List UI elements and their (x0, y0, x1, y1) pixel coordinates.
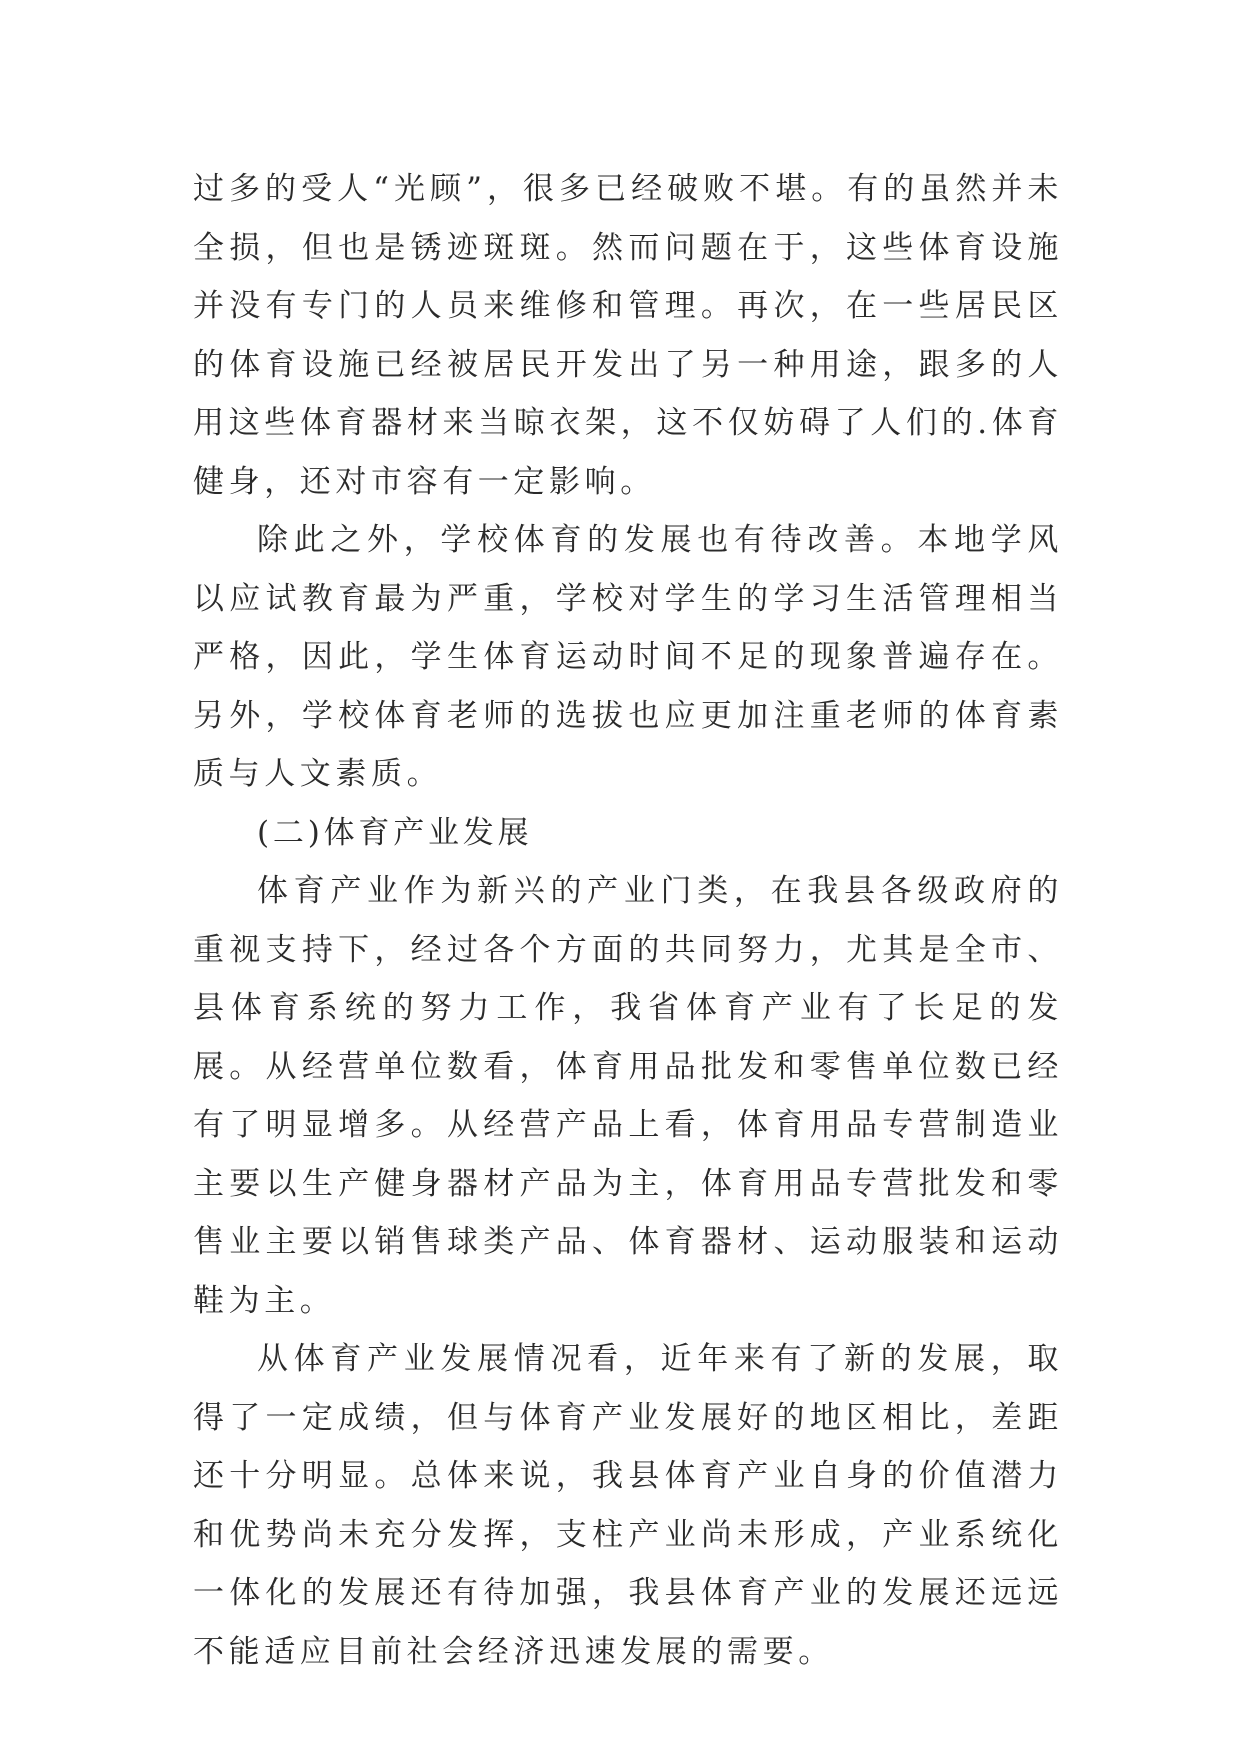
section-heading-sports-industry: (二)体育产业发展 (257, 814, 533, 851)
paragraph-industry-development: 体育产业作为新兴的产业门类，在我县各级政府的重视支持下，经过各个方面的共同努力，尤其是全市、县体育系统的努力工作，我省体育产业有了长足的发展。从经营单位数看，体育用品批发和零售单位数已经有了明显增多。从经营产品上看，体育用品专营制造业主要以生产健身器材产品为主，体育用品专营批发和零售业主要以销售球类产品、体育器材、运动服装和运动鞋为主。 (193, 873, 1063, 1319)
paragraph-continued: 过多的受人“光顾”，很多已经破败不堪。有的虽然并未全损，但也是锈迹斑斑。然而问题在于，这些体育设施并没有专门的人员来维修和管理。再次，在一些居民区的体育设施已经被居民开发出了另一种用途，跟多的人用这些体育器材来当晾衣架，这不仅妨碍了人们的.体育健身，还对市容有一定影响。 (193, 171, 1063, 500)
paragraph-school-sports: 除此之外，学校体育的发展也有待改善。本地学风以应试教育最为严重，学校对学生的学习生活管理相当严格，因此，学生体育运动时间不足的现象普遍存在。另外，学校体育老师的选拔也应更加注重老师的体育素质与人文素质。 (193, 522, 1063, 792)
paragraph-industry-gap: 从体育产业发展情况看，近年来有了新的发展，取得了一定成绩，但与体育产业发展好的地区相比，差距还十分明显。总体来说，我县体育产业自身的价值潜力和优势尚未充分发挥，支柱产业尚未形成，产业系统化一体化的发展还有待加强，我县体育产业的发展还远远不能适应目前社会经济迅速发展的需要。 (193, 1341, 1063, 1670)
document-body (193, 160, 1063, 1681)
